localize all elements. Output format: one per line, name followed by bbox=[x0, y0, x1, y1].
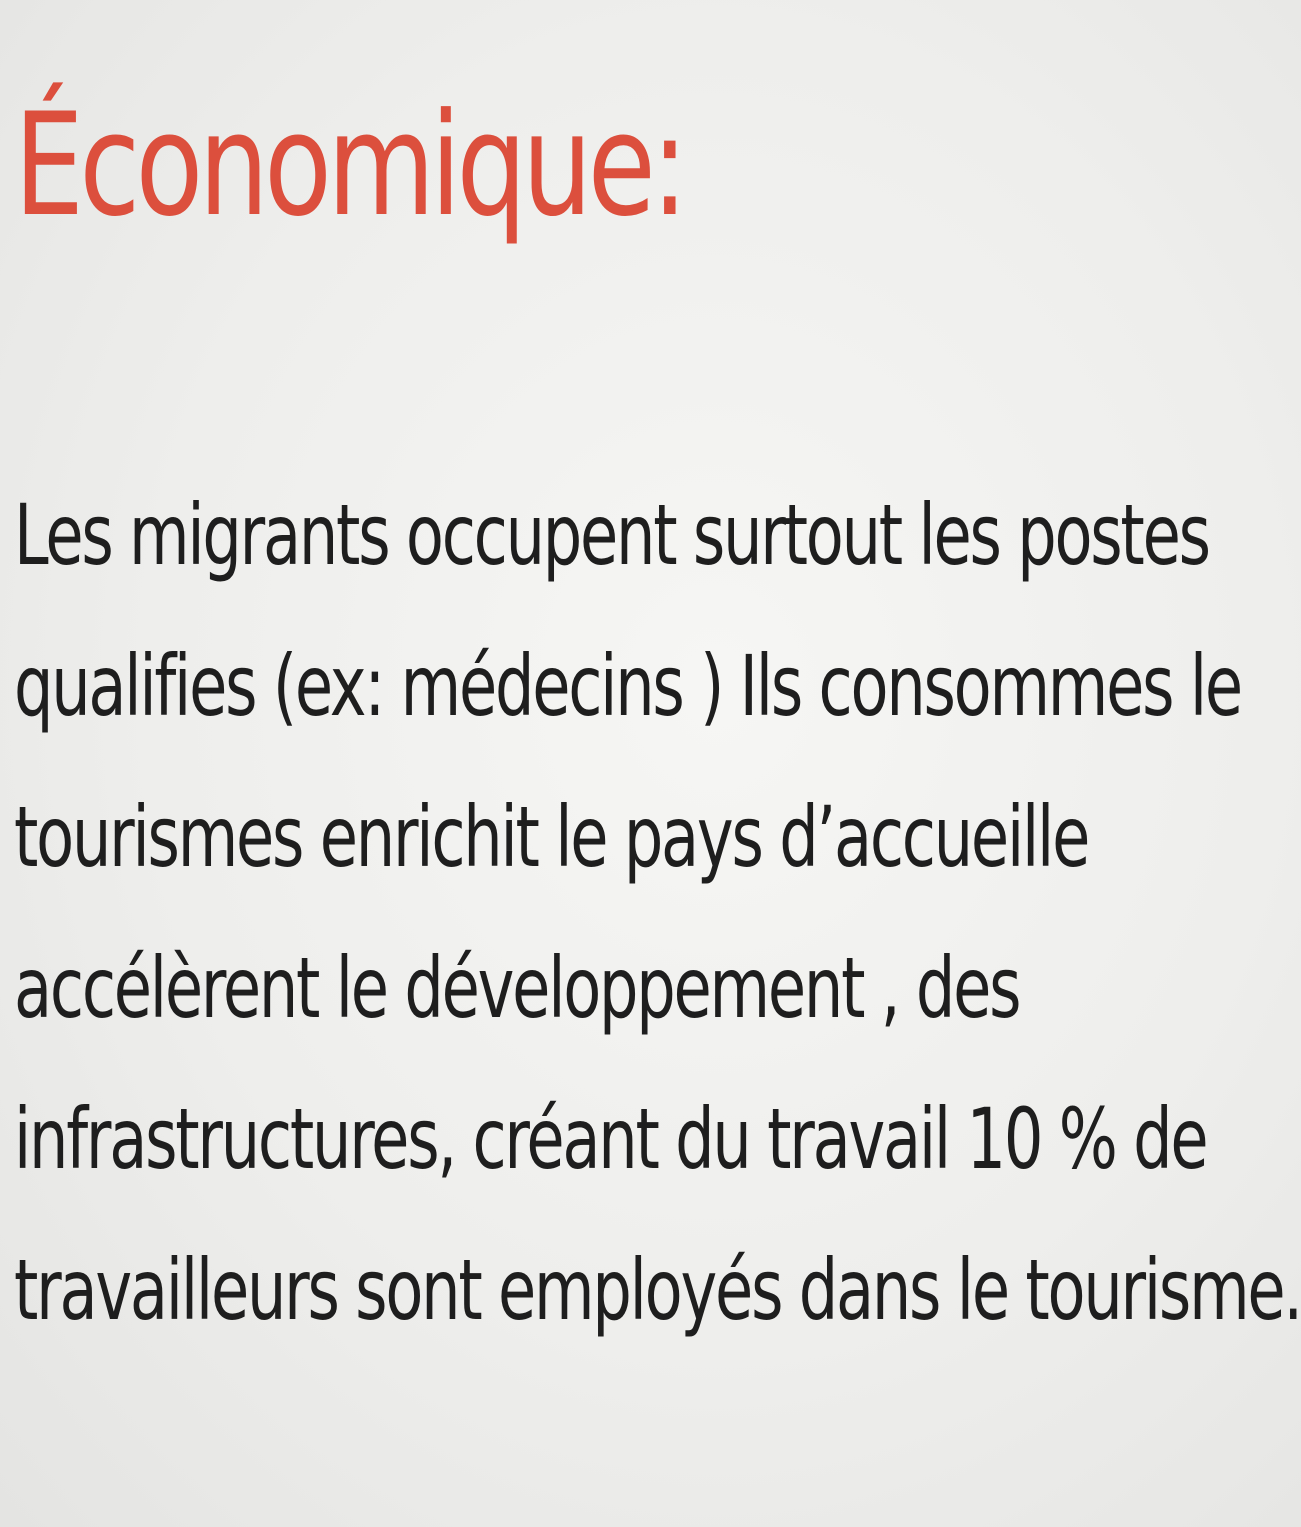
slide-body bbox=[14, 460, 1301, 1366]
body-line: tourismes enrichit le pays d’accueille bbox=[14, 788, 1089, 886]
body-line: qualifies (ex: médecins ) Ils consommes le bbox=[14, 637, 1241, 735]
body-line: Les migrants occupent surtout les postes bbox=[14, 486, 1209, 584]
slide-title: Économique: bbox=[14, 83, 684, 248]
body-line: accélèrent le développement , des bbox=[14, 939, 1020, 1037]
body-line: travailleurs sont employés dans le tourisme. bbox=[14, 1241, 1301, 1339]
body-line: infrastructures, créant du travail 10 % de bbox=[14, 1090, 1207, 1188]
